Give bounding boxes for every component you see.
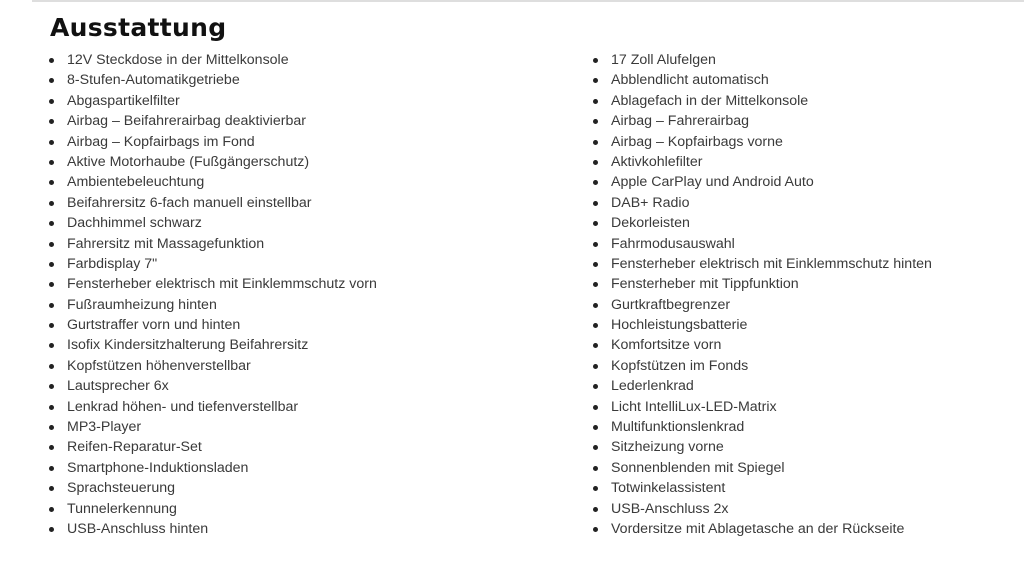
list-item (49, 111, 377, 131)
list-item-label: Sonnenblenden mit Spiegel (611, 459, 785, 476)
list-item (49, 356, 377, 376)
list-item-label: Airbag – Kopfairbags im Fond (67, 133, 255, 150)
list-item-label: Komfortsitze vorn (611, 337, 722, 354)
list-item (49, 458, 377, 478)
bullet-icon (593, 282, 598, 287)
list-item-label: Totwinkelassistent (611, 480, 726, 497)
bullet-icon (593, 303, 598, 308)
list-item (593, 397, 932, 417)
bullet-icon (49, 425, 54, 430)
list-item-label: Apple CarPlay und Android Auto (611, 174, 814, 191)
list-item-label: Hochleistungsbatterie (611, 317, 748, 334)
bullet-icon (593, 527, 598, 532)
list-item (49, 91, 377, 111)
list-item-label: Abgaspartikelfilter (67, 92, 180, 109)
list-item-label: USB-Anschluss 2x (611, 500, 729, 517)
list-item-label: Fensterheber elektrisch mit Einklemmschutz hinten (611, 255, 932, 272)
bullet-icon (49, 405, 54, 410)
list-item (49, 315, 377, 335)
bullet-icon (49, 507, 54, 512)
bullet-icon (49, 282, 54, 287)
list-item-label: Multifunktionslenkrad (611, 419, 745, 436)
bullet-icon (593, 221, 598, 226)
list-item-label: Ambientebeleuchtung (67, 174, 205, 191)
bullet-icon (49, 180, 54, 185)
bullet-icon (593, 343, 598, 348)
list-item-label: Fahrmodusauswahl (611, 235, 735, 252)
bullet-icon (593, 486, 598, 491)
list-item-label: Lautsprecher 6x (67, 378, 169, 395)
bullet-icon (49, 99, 54, 104)
list-item-label: Isofix Kindersitzhalterung Beifahrersitz (67, 337, 309, 354)
list-item (593, 315, 932, 335)
bullet-icon (49, 201, 54, 206)
bullet-icon (49, 78, 54, 83)
bullet-icon (593, 507, 598, 512)
list-item (593, 50, 932, 70)
list-item (593, 499, 932, 519)
list-item-label: Dachhimmel schwarz (67, 215, 202, 232)
list-item-label: Beifahrersitz 6-fach manuell einstellbar (67, 194, 312, 211)
list-item (49, 213, 377, 233)
bullet-icon (593, 58, 598, 63)
list-item (49, 172, 377, 192)
list-item (49, 50, 377, 70)
list-item-label: Vordersitze mit Ablagetasche an der Rückseite (611, 520, 905, 537)
bullet-icon (593, 364, 598, 369)
list-item (593, 152, 932, 172)
bullet-icon (593, 445, 598, 450)
list-item (593, 356, 932, 376)
bullet-icon (49, 527, 54, 532)
list-item-label: 8-Stufen-Automatikgetriebe (67, 72, 240, 89)
list-item (49, 417, 377, 437)
bullet-icon (49, 343, 54, 348)
bullet-icon (593, 405, 598, 410)
bullet-icon (49, 303, 54, 308)
bullet-icon (49, 486, 54, 491)
list-item (593, 458, 932, 478)
list-item (593, 193, 932, 213)
list-item (49, 478, 377, 498)
bullet-icon (593, 160, 598, 165)
section-heading: Ausstattung (50, 13, 227, 42)
bullet-icon (49, 323, 54, 328)
list-item (593, 254, 932, 274)
list-item (49, 499, 377, 519)
bullet-icon (593, 323, 598, 328)
list-item-label: DAB+ Radio (611, 194, 690, 211)
list-item-label: Gurtkraftbegrenzer (611, 296, 731, 313)
list-item (593, 213, 932, 233)
equipment-list-left (49, 50, 377, 539)
list-item (593, 132, 932, 152)
list-item (49, 295, 377, 315)
bullet-icon (593, 201, 598, 206)
list-item (593, 437, 932, 457)
bullet-icon (49, 262, 54, 267)
list-item-label: Licht IntelliLux-LED-Matrix (611, 398, 777, 415)
list-item-label: Fußraumheizung hinten (67, 296, 217, 313)
list-item (49, 234, 377, 254)
list-item (593, 295, 932, 315)
list-item-label: Kopfstützen höhenverstellbar (67, 357, 251, 374)
list-item (593, 478, 932, 498)
list-item-label: Dekorleisten (611, 215, 690, 232)
list-item (49, 70, 377, 90)
bullet-icon (49, 58, 54, 63)
list-item-label: Reifen-Reparatur-Set (67, 439, 202, 456)
list-item-label: Kopfstützen im Fonds (611, 357, 749, 374)
bullet-icon (49, 119, 54, 124)
bullet-icon (593, 99, 598, 104)
bullet-icon (593, 466, 598, 471)
list-item (593, 376, 932, 396)
list-item (593, 70, 932, 90)
bullet-icon (49, 242, 54, 247)
list-item-label: Lederlenkrad (611, 378, 694, 395)
list-item-label: MP3-Player (67, 419, 142, 436)
bullet-icon (593, 140, 598, 145)
list-item (593, 234, 932, 254)
list-item (49, 254, 377, 274)
bullet-icon (593, 119, 598, 124)
list-item-label: Airbag – Beifahrerairbag deaktivierbar (67, 113, 306, 130)
list-item (593, 417, 932, 437)
list-item (49, 193, 377, 213)
list-item (593, 274, 932, 294)
list-item (49, 397, 377, 417)
bullet-icon (593, 180, 598, 185)
list-item-label: 17 Zoll Alufelgen (611, 52, 716, 68)
list-item (49, 132, 377, 152)
list-item-label: Fensterheber mit Tippfunktion (611, 276, 799, 293)
list-item-label: Fahrersitz mit Massagefunktion (67, 235, 265, 252)
list-item-label: 12V Steckdose in der Mittelkonsole (67, 52, 289, 68)
list-item (593, 335, 932, 355)
list-item (49, 274, 377, 294)
bullet-icon (593, 425, 598, 430)
bullet-icon (49, 364, 54, 369)
bullet-icon (49, 384, 54, 389)
list-item-label: Abblendlicht automatisch (611, 72, 769, 89)
bullet-icon (49, 466, 54, 471)
list-item-label: Gurtstraffer vorn und hinten (67, 317, 241, 334)
bullet-icon (49, 160, 54, 165)
bullet-icon (49, 445, 54, 450)
list-item-label: Aktivkohlefilter (611, 153, 703, 170)
list-item (49, 437, 377, 457)
list-item (593, 111, 932, 131)
list-item-label: Airbag – Fahrerairbag (611, 113, 750, 130)
list-item (49, 376, 377, 396)
list-item (593, 91, 932, 111)
bullet-icon (593, 262, 598, 267)
list-item-label: Ablagefach in der Mittelkonsole (611, 92, 809, 109)
list-item (49, 519, 377, 539)
bullet-icon (49, 221, 54, 226)
bullet-icon (593, 78, 598, 83)
list-item-label: Smartphone-Induktionsladen (67, 459, 249, 476)
equipment-list-right (593, 50, 932, 539)
list-item (593, 172, 932, 192)
list-item-label: Sitzheizung vorne (611, 439, 724, 456)
list-item-label: Lenkrad höhen- und tiefenverstellbar (67, 398, 299, 415)
list-item-label: Aktive Motorhaube (Fußgängerschutz) (67, 153, 310, 170)
list-item-label: Airbag – Kopfairbags vorne (611, 133, 783, 150)
list-item-label: Sprachsteuerung (67, 480, 176, 497)
list-item-label: Farbdisplay 7" (67, 255, 158, 272)
list-item (49, 152, 377, 172)
list-item-label: Tunnelerkennung (67, 500, 177, 517)
bullet-icon (49, 140, 54, 145)
list-item-label: USB-Anschluss hinten (67, 520, 209, 537)
bullet-icon (593, 384, 598, 389)
list-item (49, 335, 377, 355)
list-item-label: Fensterheber elektrisch mit Einklemmschutz vorn (67, 276, 377, 293)
bullet-icon (593, 242, 598, 247)
list-item (593, 519, 932, 539)
top-divider (32, 0, 1024, 2)
